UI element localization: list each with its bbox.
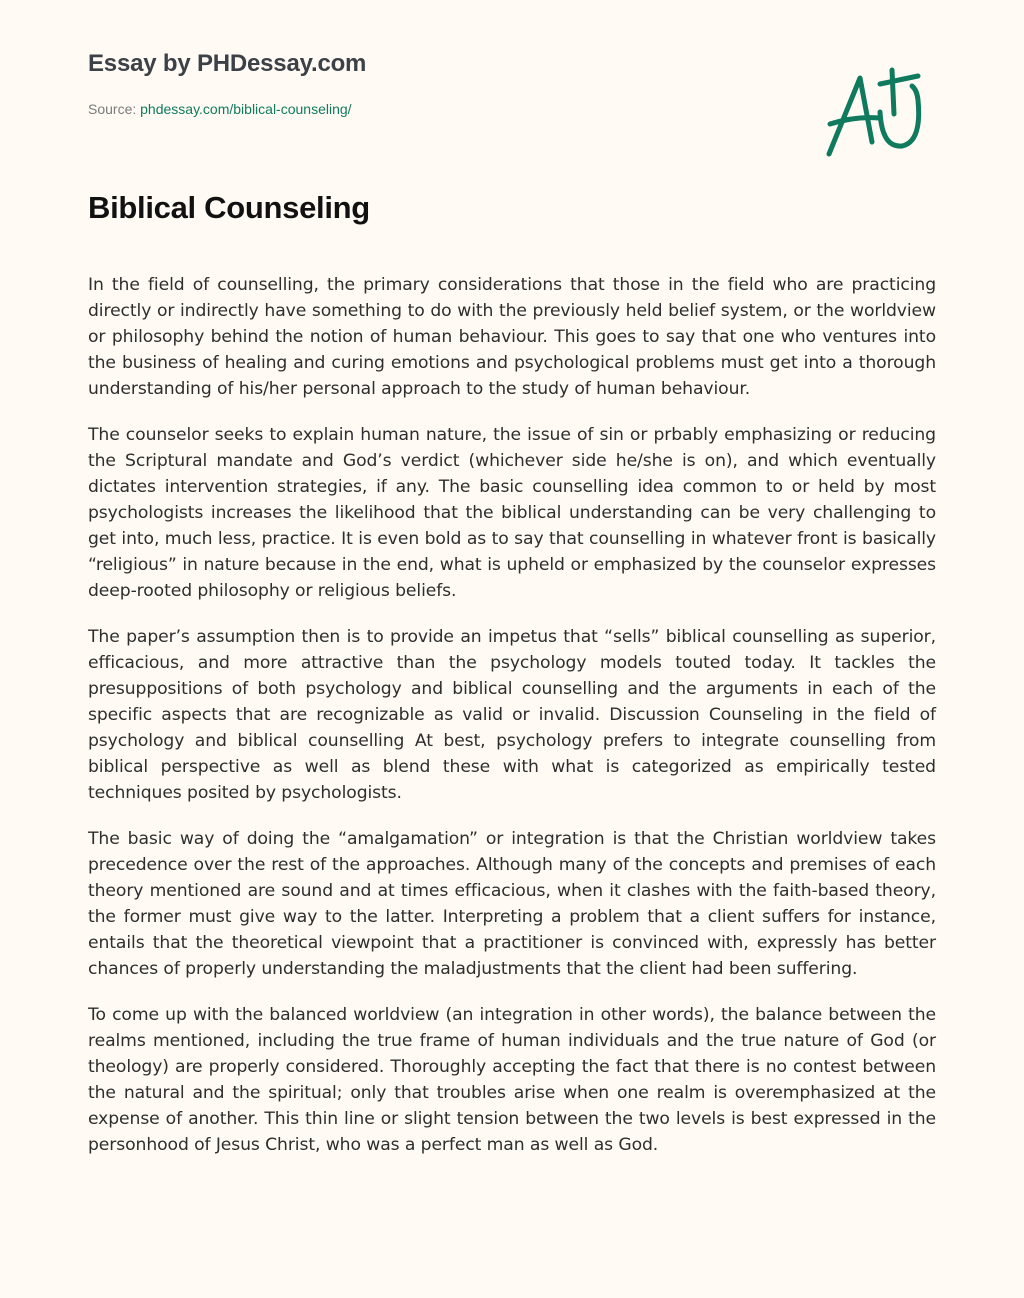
- essay-body: [88, 272, 936, 1178]
- paragraph: To come up with the balanced worldview (an integration in other words), the balance between the realms mentioned, including the true frame of human individuals and the true nature of God (or theology) are properly considered. Thoroughly accepting the fact that there is no contest between the natural and the spiritual; only that troubles arise when one realm is overemphasized at the expense of another. This thin line or slight tension between the two levels is best expressed in the personhood of Jesus Christ, who was a perfect man as well as God.: [88, 1005, 936, 1155]
- source-label: Source:: [88, 101, 137, 117]
- a-plus-logo-icon: [820, 64, 930, 160]
- source-link[interactable]: phdessay.com/biblical-counseling/: [140, 101, 352, 117]
- paragraph: The basic way of doing the “amalgamation” or integration is that the Christian worldview takes precedence over the rest of the approaches. Although many of the concepts and premises of each theory mentioned are sound and at times efficacious, when it clashes with the faith-based theory, the former must give way to the latter. Interpreting a problem that a client suffers for instance, entails that the theoretical viewpoint that a practitioner is convinced with, expressly has better chances of properly understanding the maladjustments that the client had been suffering.: [88, 829, 936, 979]
- site-title: Essay by PHDessay.com: [88, 50, 367, 77]
- source-line: [88, 101, 352, 117]
- essay-title: Biblical Counseling: [88, 190, 370, 225]
- paragraph: The counselor seeks to explain human nature, the issue of sin or prbably emphasizing or reducing the Scriptural mandate and God’s verdict (whichever side he/she is on), and which eventually dictates intervention strategies, if any. The basic counselling idea common to or held by most psychologists increases the likelihood that the biblical understanding can be very challenging to get into, much less, practice. It is even bold as to say that counselling in whatever front is basically “religious” in nature because in the end, what is upheld or emphasized by the counselor expresses deep-rooted philosophy or religious beliefs.: [88, 425, 936, 601]
- paragraph: In the field of counselling, the primary considerations that those in the field who are practicing directly or indirectly have something to do with the previously held belief system, or the worldview or philosophy behind the notion of human behaviour. This goes to say that one who ventures into the business of healing and curing emotions and psychological problems must get into a thorough understanding of his/her personal approach to the study of human behaviour.: [88, 275, 936, 399]
- paragraph: The paper’s assumption then is to provide an impetus that “sells” biblical counselling as superior, efficacious, and more attractive than the psychology models touted today. It tackles the presuppositions of both psychology and biblical counselling and the arguments in each of the specific aspects that are recognizable as valid or invalid. Discussion Counseling in the field of psychology and biblical counselling At best, psychology prefers to integrate counselling from biblical perspective as well as blend these with what is categorized as empirically tested techniques posited by psychologists.: [88, 627, 936, 803]
